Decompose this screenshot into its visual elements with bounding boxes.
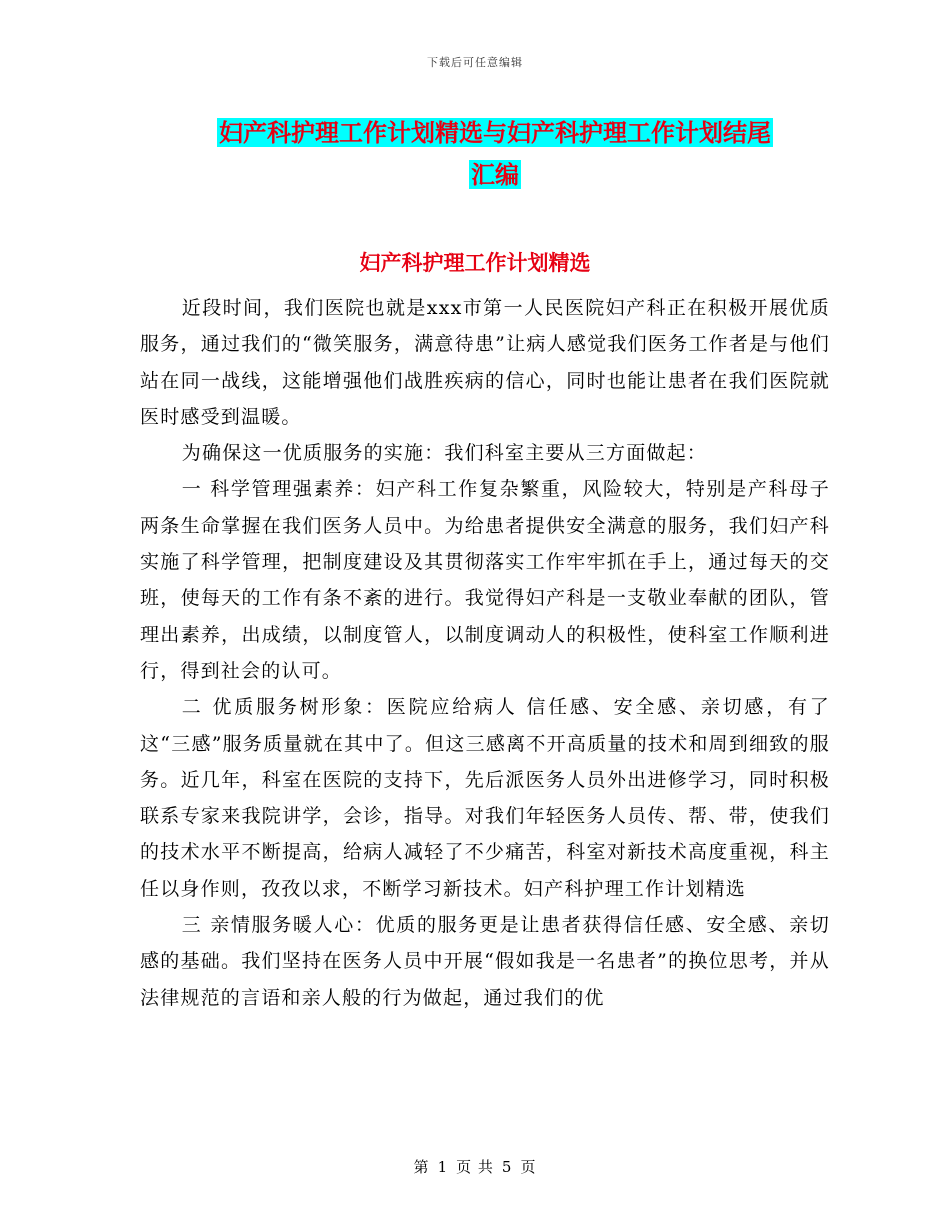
page-prefix: 第 <box>413 1158 430 1176</box>
document-title <box>140 112 850 196</box>
page-number <box>0 1156 950 1177</box>
page-mid: 页 共 <box>456 1158 494 1176</box>
document-title-line-2: 汇编 <box>471 160 519 189</box>
page-total: 5 <box>501 1158 513 1176</box>
paragraph: 二 优质服务树形象：医院应给病人 信任感、安全感、亲切感，有了这“三感”服务质量就在其中了。但这三感离不开高质量的技术和周到细致的服务。近几年，科室在医院的支持下，先后派医务人员外出进修学习，同时积极联系专家来我院讲学，会诊，指导。对我们年轻医务人员传、帮、带，使我们的技术水平不断提高，给病人减轻了不少痛苦，科室对新技术高度重视，科主任以身作则，孜孜以求，不断学习新技术。妇产科护理工作计划精选 <box>140 696 830 900</box>
paragraph: 近段时间，我们医院也就是xxx市第一人民医院妇产科正在积极开展优质服务，通过我们的“微笑服务，满意待患”让病人感觉我们医务工作者是与他们站在同一战线，这能增强他们战胜疾病的信心，同时也能让患者在我们医院就医时感受到温暖。 <box>140 297 830 428</box>
document-title-line-1: 妇产科护理工作计划精选与妇产科护理工作计划结尾 <box>219 118 771 147</box>
header-note: 下载后可任意编辑 <box>427 56 523 69</box>
document-body <box>140 290 830 1016</box>
paragraph: 一 科学管理强素养：妇产科工作复杂繁重，风险较大，特别是产科母子两条生命掌握在我们医务人员中。为给患者提供安全满意的服务，我们妇产科实施了科学管理，把制度建设及其贯彻落实工作牢牢抓在手上，通过每天的交班，使每天的工作有条不紊的进行。我觉得妇产科是一支敬业奉献的团队，管理出素养，出成绩，以制度管人，以制度调动人的积极性，使科室工作顺利进行，得到社会的认可。 <box>140 478 830 682</box>
section-title: 妇产科护理工作计划精选 <box>359 250 591 275</box>
page-current: 1 <box>437 1158 449 1176</box>
page-suffix: 页 <box>520 1158 537 1176</box>
paragraph: 为确保这一优质服务的实施：我们科室主要从三方面做起： <box>181 442 707 465</box>
paragraph: 三 亲情服务暖人心：优质的服务更是让患者获得信任感、安全感、亲切感的基础。我们坚持在医务人员中开展“假如我是一名患者”的换位思考，并从法律规范的言语和亲人般的行为做起，通过我们的优 <box>140 914 830 1009</box>
